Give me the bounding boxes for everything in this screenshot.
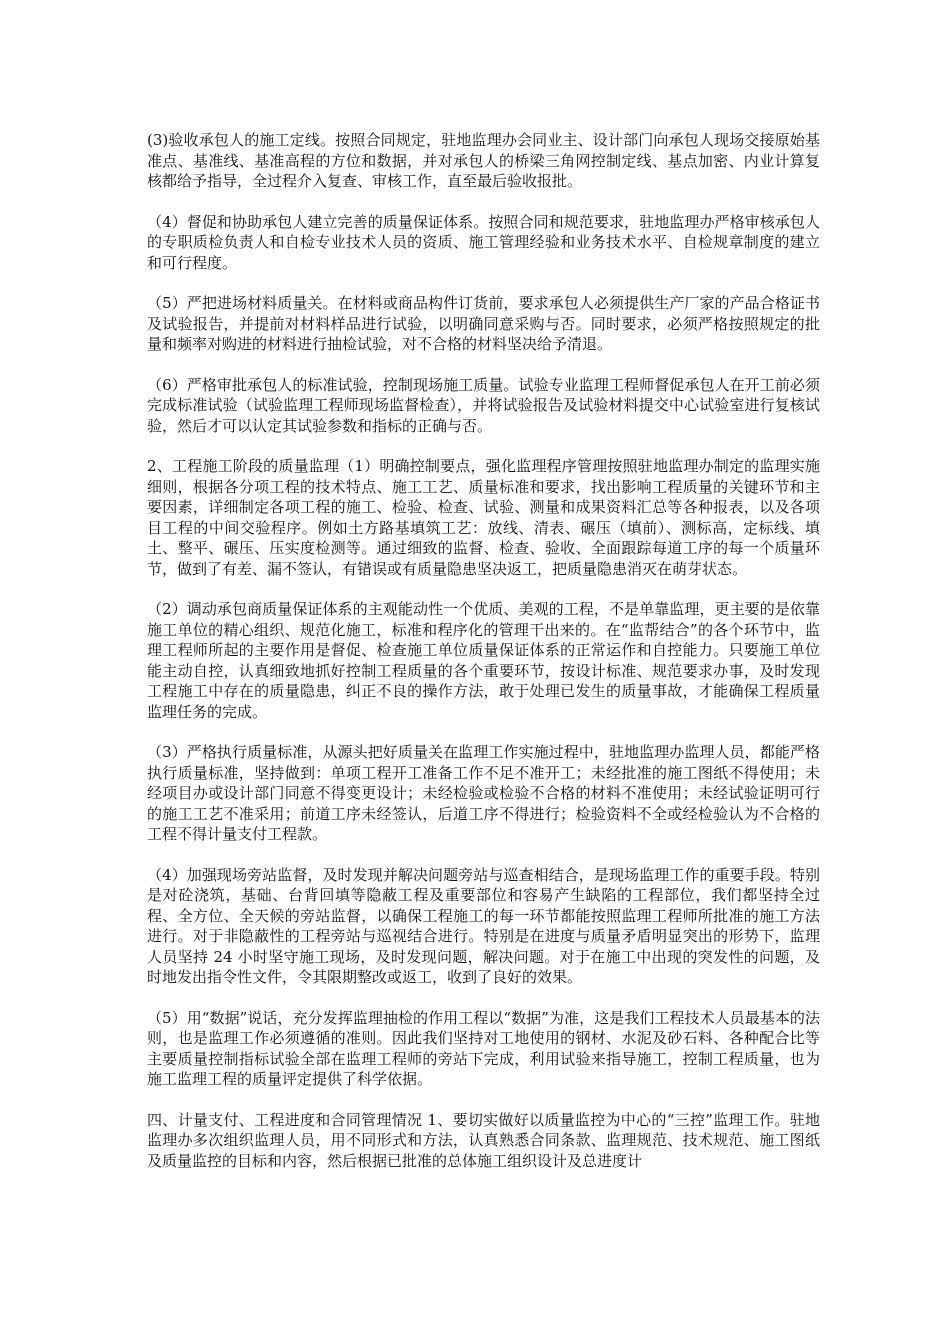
paragraph-site-supervision: （4）加强现场旁站监督，及时发现并解决问题旁站与巡查相结合，是现场监理工作的重要手段。特别是对砼浇筑，基础、台背回填等隐蔽工程及重要部位和容易产生缺陷的工程部位，我们都坚持全过程、全方位、全天候的旁站监督，以确保工程施工的每一环节都能按照监理工程师所批准的施工方法进行。对于非隐蔽性的工程旁站与巡视结合进行。特别是在进度与质量矛盾明显突出的形势下，监理人员坚持 24 小时坚守施工现场，及时发现问题，解决问题。对于在施工中出现的突发性的问题，及时地发出指令性文件，令其限期整改或返工，收到了良好的效果。 (147, 865, 820, 986)
paragraph-standard-test-approval: （6）严格审批承包人的标准试验，控制现场施工质量。试验专业监理工程师督促承包人在开工前必须完成标准试验（试验监理工程师现场监督检查），并将试验报告及试验材料提交中心试验室进行复核试验，然后才可以认定其试验参数和指标的正确与否。 (147, 375, 820, 435)
paragraph-data-driven-inspection: （5）用“数据”说话，充分发挥监理抽检的作用工程以“数据”为准，这是我们工程技术人员最基本的法则，也是监理工作必须遵循的准则。因此我们坚持对工地使用的钢材、水泥及砂石料、各种配合比等主要质量控制指标试验全部在监理工程师的旁站下完成，利用试验来指导施工，控制工程质量，也为施工监理工程的质量评定提供了科学依据。 (147, 1008, 820, 1088)
paragraph-quality-assurance-system: （4）督促和协助承包人建立完善的质量保证体系。按照合同和规范要求，驻地监理办严格审核承包人的专职质检负责人和自检专业技术人员的资质、施工管理经验和业务技术水平、自检规章制度的建立和可行程度。 (147, 212, 820, 272)
paragraph-contractor-initiative: （2）调动承包商质量保证体系的主观能动性一个优质、美观的工程，不是单靠监理，更主要的是依靠施工单位的精心组织、规范化施工，标准和程序化的管理干出来的。在“监帮结合”的各个环节中，监理工程师所起的主要作用是督促、检查施工单位质量保证体系的正常运作和自控能力。只要施工单位能主动自控，认真细致地抓好控制工程质量的各个重要环节，按设计标准、规范要求办事，及时发现工程施工中存在的质量隐患，纠正不良的操作方法，敢于处理已发生的质量事故，才能确保工程质量监理任务的完成。 (147, 600, 820, 721)
paragraph-construction-layout-acceptance: (3)验收承包人的施工定线。按照合同规定，驻地监理办会同业主、设计部门向承包人现场交接原始基准点、基准线、基准高程的方位和数据，并对承包人的桥梁三角网控制定线、基点加密、内业计算复核都给予指导，全过程介入复查、审核工作，直至最后验收报批。 (147, 131, 820, 190)
paragraph-construction-stage-supervision: 2、工程施工阶段的质量监理（1）明确控制要点，强化监理程序管理按照驻地监理办制定的监理实施细则，根据各分项工程的技术特点、施工工艺、质量标准和要求，找出影响工程质量的关键环节和主要因素，详细制定各项工程的施工、检验、检查、试验、测量和成果资料汇总等各种报表，以及各项目工程的中间交验程序。例如土方路基填筑工艺：放线、清表、碾压（填前）、测标高，定标线、填土、整平、碾压、压实度检测等。通过细致的监督、检查、验收、全面跟踪每道工序的每一个质量环节，做到了有差、漏不签认，有错误或有质量隐患坚决返工，把质量隐患消灭在萌芽状态。 (147, 457, 820, 578)
document-page (147, 130, 820, 1171)
paragraph-quality-standards: （3）严格执行质量标准，从源头把好质量关在监理工作实施过程中，驻地监理办监理人员，都能严格执行质量标准，坚持做到：单项工程开工准备工作不足不准开工；未经批准的施工图纸不得使用；未经项目办或设计部门同意不得变更设计；未经检验或检验不合格的材料不准使用；未经试验证明可行的施工工艺不准采用；前道工序未经签认，后道工序不得进行；检验资料不全或经检验认为不合格的工程不得计量支付工程款。 (147, 743, 820, 843)
paragraph-material-quality-control: （5）严把进场材料质量关。在材料或商品构件订货前，要求承包人必须提供生产厂家的产品合格证书及试验报告，并提前对材料样品进行试验，以明确同意采购与否。同时要求，必须严格按照规定的批量和频率对购进的材料进行抽检试验，对不合格的材料坚决给予清退。 (147, 294, 820, 353)
paragraph-metering-progress-contract: 四、计量支付、工程进度和合同管理情况 1、要切实做好以质量监控为中心的“三控”监理工作。驻地监理办多次组织监理人员，用不同形式和方法，认真熟悉合同条款、监理规范、技术规范、施工图纸及质量监控的目标和内容，然后根据已批准的总体施工组织设计及总进度计 (147, 1110, 820, 1170)
